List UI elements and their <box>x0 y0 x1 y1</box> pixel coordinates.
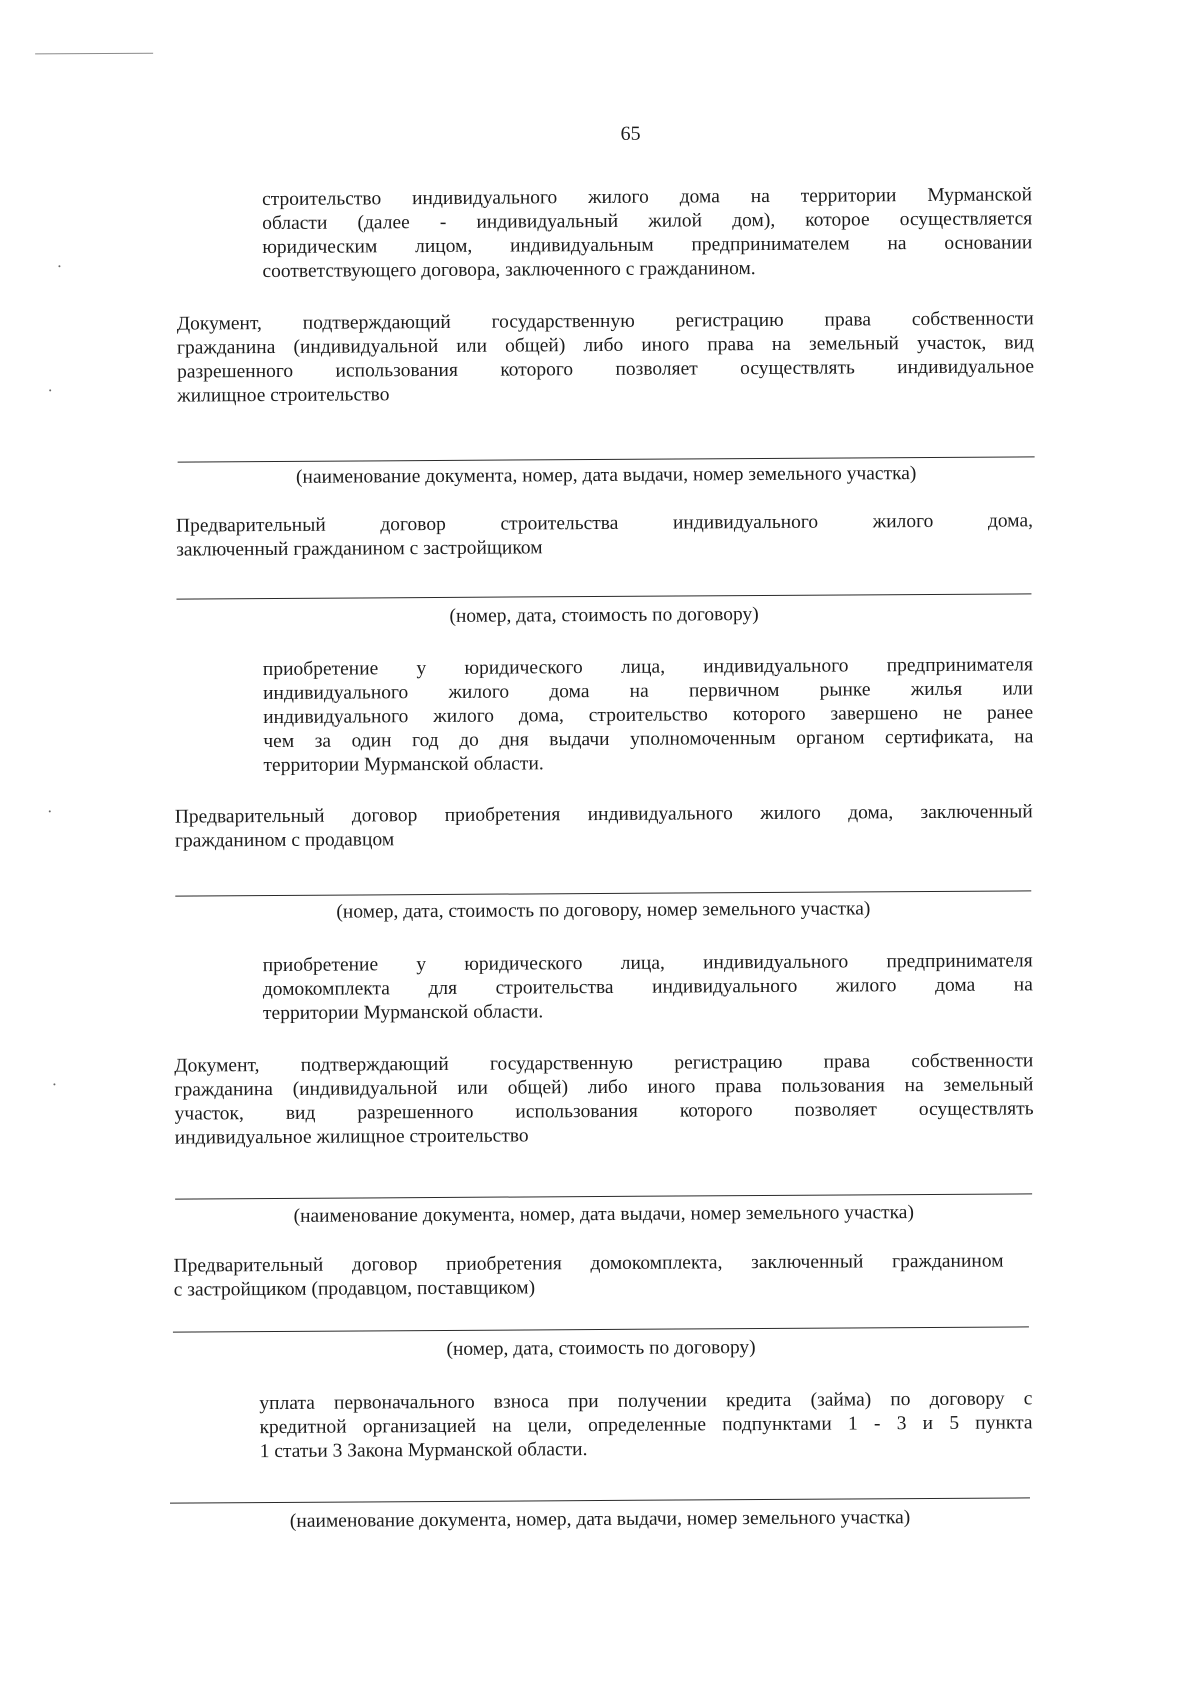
text-line: Предварительный договор приобретения домокомплекта, заключенный гражданином <box>173 1250 1004 1277</box>
text-line: территории Мурманской области. <box>262 1001 544 1025</box>
text-line: Предварительный договор приобретения индивидуального жилого дома, заключенный <box>174 801 1033 828</box>
fill-in-line <box>176 593 1031 599</box>
text-line: Предварительный договор строительства индивидуального жилого дома, <box>175 510 1034 537</box>
paragraph-land-ownership-document <box>177 307 1035 408</box>
text-line: соответствующего договора, заключенного с гражданином. <box>262 258 756 283</box>
field-caption: (номер, дата, стоимость по договору) <box>449 604 759 627</box>
scan-speck <box>53 1083 55 1085</box>
text-line: гражданина (индивидуальной или общей) либо иного права на земельный участок, вид <box>176 332 1034 359</box>
text-line: участок, вид разрешенного использования которого позволяет осуществлять <box>174 1098 1034 1125</box>
text-line: Документ, подтверждающий государственную регистрацию права собственности <box>174 1050 1034 1077</box>
text-line: области (далее - индивидуальный жилой дом), которое осуществляется <box>262 208 1033 235</box>
page-number: 65 <box>620 122 641 145</box>
field-caption: (номер, дата, стоимость по договору) <box>446 1337 756 1360</box>
text-line: индивидуальное жилищное строительство <box>174 1125 529 1149</box>
fill-in-line <box>173 1326 1029 1332</box>
text-line: приобретение у юридического лица, индивидуального предпринимателя <box>262 654 1033 681</box>
text-line: домокомплекта для строительства индивидуального жилого дома на <box>262 974 1033 1001</box>
text-line: Документ, подтверждающий государственную регистрацию права собственности <box>176 308 1034 335</box>
paragraph-preliminary-construction-contract <box>176 509 1033 562</box>
text-line: индивидуального жилого дома, строительство которого завершено не ранее <box>263 702 1034 729</box>
scan-corner-mark <box>35 53 153 55</box>
text-line: гражданина (индивидуальной или общей) либо иного права пользования на земельный <box>174 1074 1034 1101</box>
paragraph-preliminary-kit-contract <box>173 1250 1003 1303</box>
scan-speck <box>49 810 51 812</box>
text-line: жилищное строительство <box>177 384 390 407</box>
text-line: строительство индивидуального жилого дома на территории Мурманской <box>261 184 1033 211</box>
scan-speck <box>49 389 51 391</box>
text-line: разрешенного использования которого позволяет осуществлять индивидуальное <box>177 356 1035 383</box>
text-line: с застройщиком (продавцом, поставщиком) <box>173 1277 536 1301</box>
field-caption: (номер, дата, стоимость по договору, номер земельного участка) <box>336 898 871 923</box>
fill-in-line <box>175 1193 1032 1199</box>
paragraph-down-payment <box>259 1387 1032 1464</box>
text-line: уплата первоначального взноса при получении кредита (займа) по договору с <box>259 1388 1033 1415</box>
field-caption: (наименование документа, номер, дата выдачи, номер земельного участка) <box>289 1507 911 1532</box>
text-line: чем за один год до дня выдачи уполномоченным органом сертификата, на <box>263 726 1034 753</box>
paragraph-house-kit-purchase <box>263 949 1033 1026</box>
text-line: 1 статьи 3 Закона Мурманской области. <box>259 1439 588 1463</box>
fill-in-line <box>175 890 1031 896</box>
text-line: территории Мурманской области. <box>263 753 544 777</box>
text-line: гражданином с продавцом <box>174 829 395 852</box>
text-line: юридическим лицом, индивидуальным предпринимателем на основании <box>262 232 1033 259</box>
paragraph-house-purchase <box>263 653 1034 778</box>
fill-in-line <box>170 1497 1030 1503</box>
paragraph-preliminary-purchase-contract <box>175 800 1033 853</box>
paragraph-construction <box>262 183 1033 284</box>
field-caption: (наименование документа, номер, дата выдачи, номер земельного участка) <box>295 463 917 488</box>
scan-speck <box>58 265 60 267</box>
text-line: кредитной организацией на цели, определенные подпунктами 1 - 3 и 5 пункта <box>259 1412 1033 1439</box>
field-caption: (наименование документа, номер, дата выдачи, номер земельного участка) <box>293 1202 914 1227</box>
text-line: приобретение у юридического лица, индивидуального предпринимателя <box>262 950 1033 977</box>
text-line: заключенный гражданином с застройщиком <box>176 537 543 561</box>
paragraph-land-use-document <box>174 1049 1034 1150</box>
text-line: индивидуального жилого дома на первичном рынке жилья или <box>262 678 1034 705</box>
